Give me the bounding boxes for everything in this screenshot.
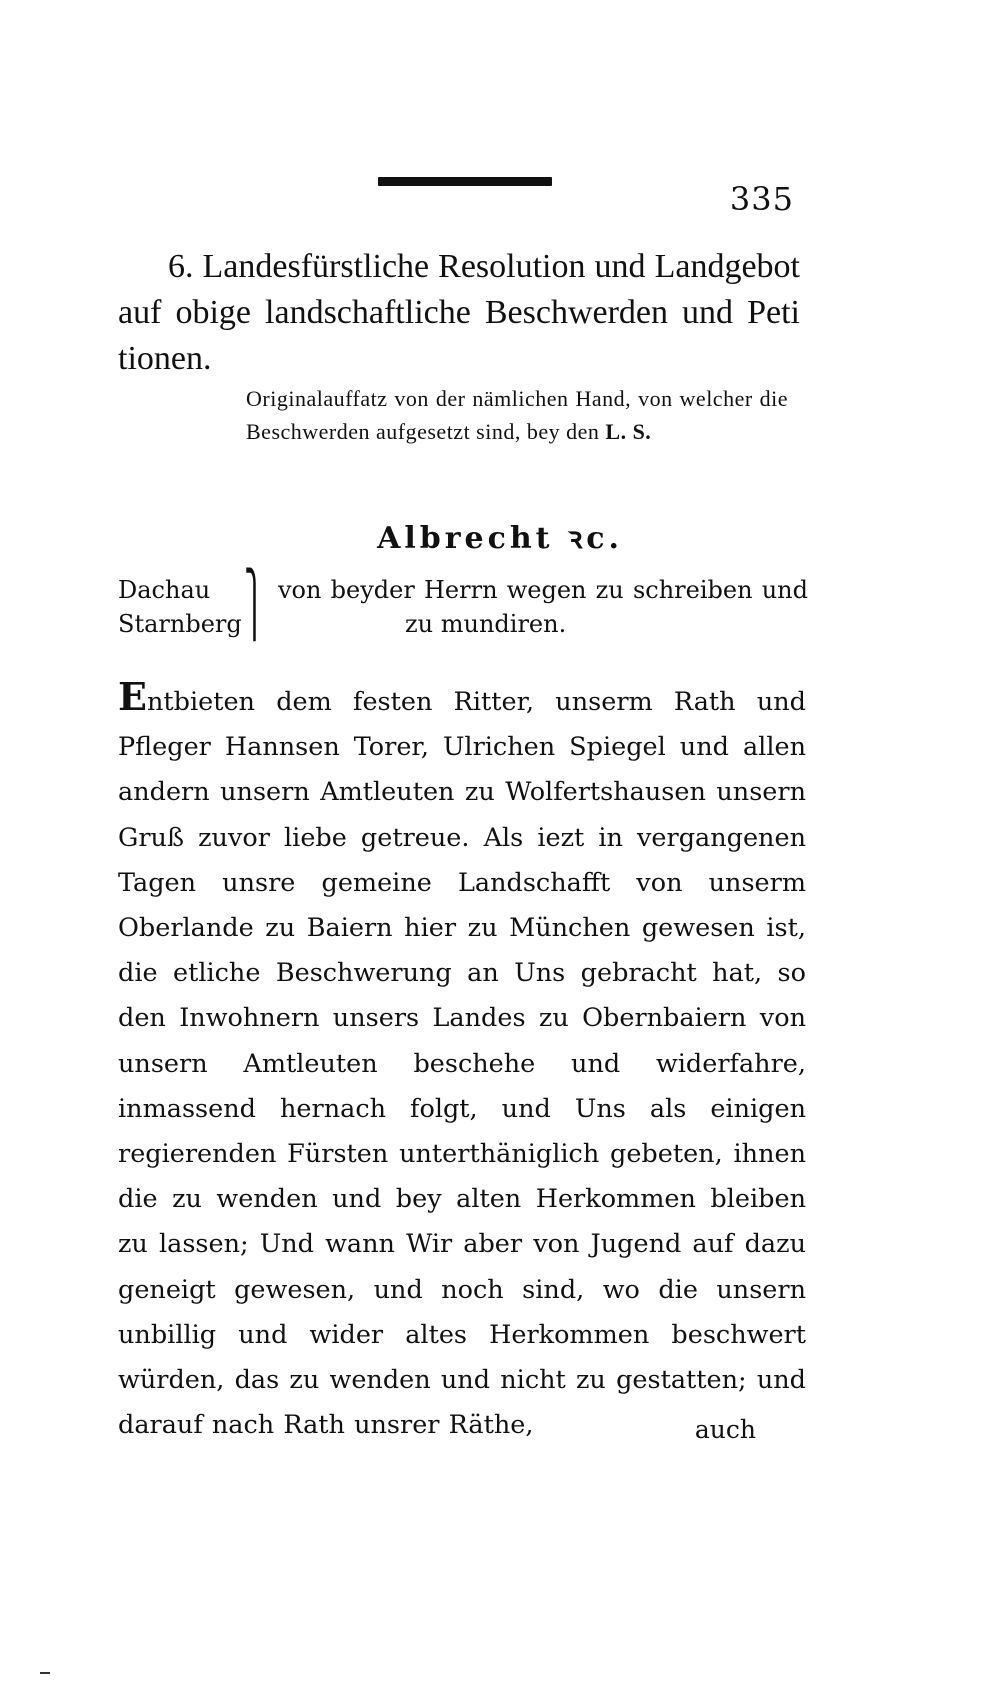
margin-mark <box>40 1672 50 1674</box>
bracket-brace: ⎫ <box>244 567 265 640</box>
page-number: 335 <box>729 180 794 218</box>
body-text: ntbieten dem festen Ritter, unserm Rath und Pfleger Hannsen Torer, Ulrichen Spiegel und allen andern unsern Amtleuten zu Wolfertshausen unsern Gruß zuvor liebe getreue. Als iezt in vergangenen Tagen unsre gemeine Landschafft von unserm Oberlande zu Baiern hier zu München gewesen ist, die etliche Beschwerung an Uns gebracht hat, so den Inwohnern unsers Landes zu Obernbaiern von unsern Amtleuten beschehe und widerfahre, inmassend hernach folgt, und Uns als einigen regierenden Fürsten unterthäniglich gebeten, ihnen die zu wenden und bey alten Herkommen bleiben zu lassen; Und wann Wir aber von Jugend auf dazu geneigt gewesen, und noch sind, wo die unsern unbillig und wider altes Herkommen beschwert würden, das zu wenden und nicht zu gestatten; und darauf nach Rath unsrer Räthe, <box>118 687 806 1441</box>
body-paragraph <box>118 674 806 1448</box>
place-duty <box>278 573 808 641</box>
place-block <box>118 567 808 643</box>
duty-line-2: zu mundiren. <box>405 610 567 638</box>
place-starnberg: Starnberg <box>118 610 242 638</box>
header-rule <box>378 177 552 186</box>
catchword: auch <box>694 1415 756 1444</box>
duty-line-1: von beyder Herrn wegen zu schreiben und <box>278 576 808 604</box>
source-note-signature: L. S. <box>605 419 652 444</box>
source-note-text: Originalauffatz von der nämlichen Hand, von welcher die Beschwerden aufgesetzt sind, bey den <box>246 386 788 444</box>
place-names <box>118 573 242 641</box>
decree-title: Albrecht ꝛc. <box>377 521 623 556</box>
place-dachau: Dachau <box>118 576 211 604</box>
source-note <box>246 382 788 448</box>
section-heading: 6. Landesfürstliche Resolution und Landgebot auf obige landschaftliche Beschwerden und Peti tionen. <box>118 248 800 377</box>
drop-initial: E <box>118 674 147 719</box>
